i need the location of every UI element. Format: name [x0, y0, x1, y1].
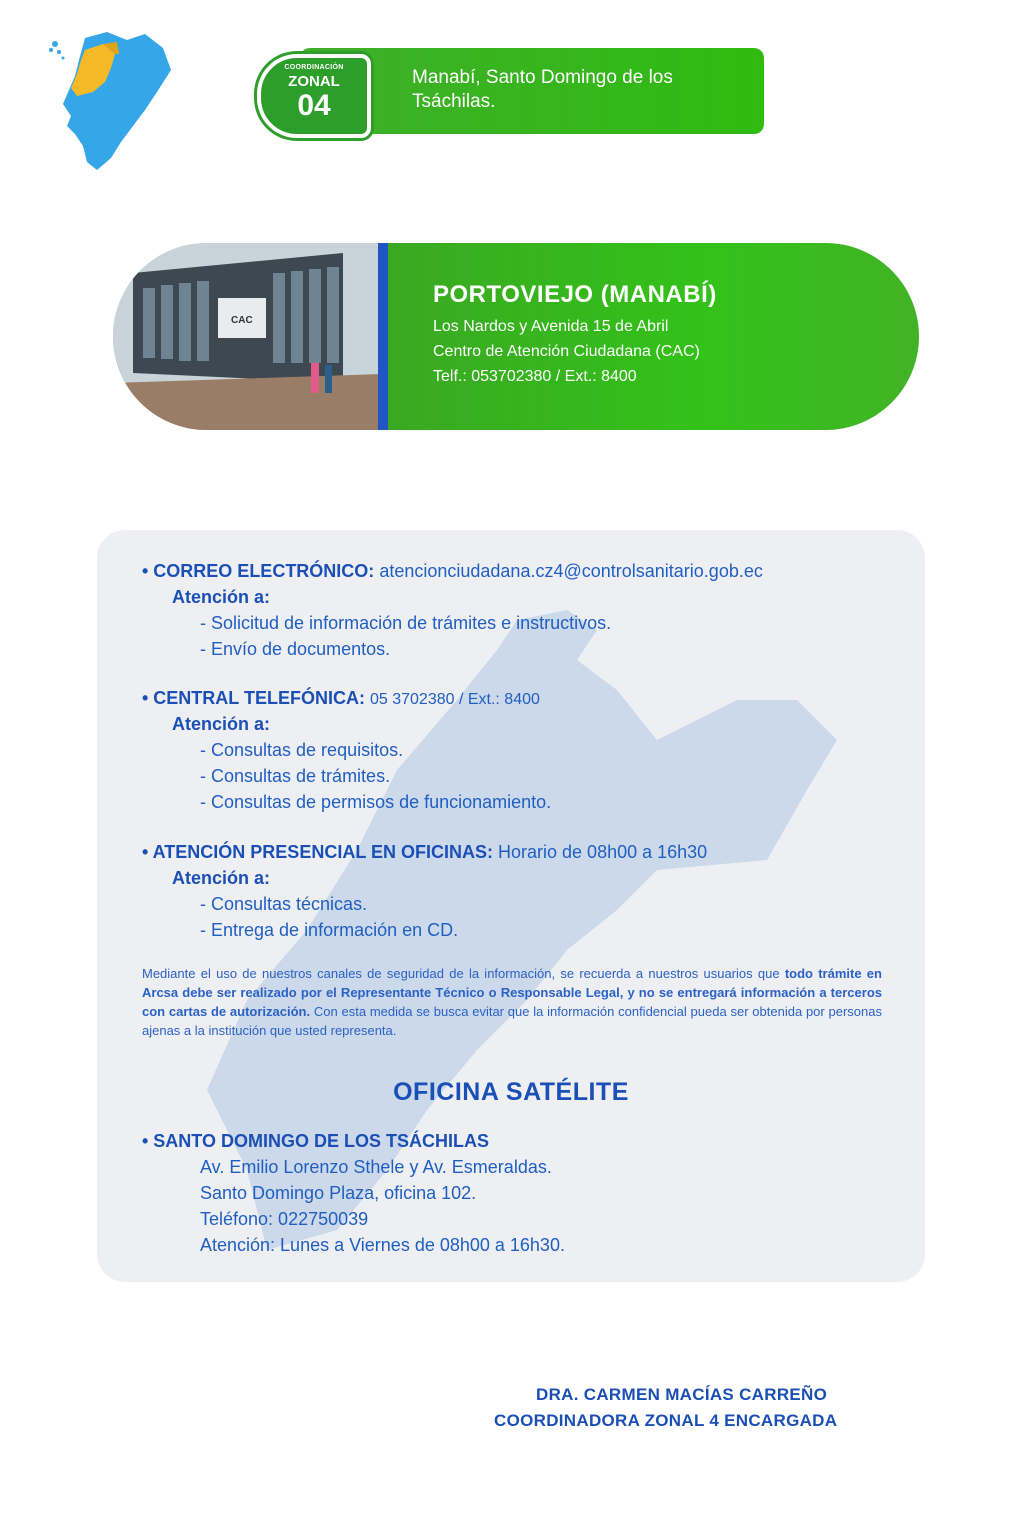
satellite-hours: Atención: Lunes a Viernes de 08h00 a 16h30. [200, 1235, 565, 1255]
ecuador-map [45, 30, 175, 175]
email-label: • CORREO ELECTRÓNICO: [142, 561, 375, 581]
email-item-2: - Envío de documentos. [200, 639, 391, 659]
note-bold: todo trámite en Arcsa debe ser realizado por el Representante Técnico o Responsable Legal, y no se entregará información a terceros con cartas de autorización. [142, 966, 882, 1019]
phone-label: • CENTRAL TELEFÓNICA: [142, 688, 365, 708]
info-panel [97, 530, 925, 1282]
phone-attention: Atención a: [172, 714, 271, 734]
photo-cac-sign: CAC [231, 315, 253, 326]
presencial-schedule: Horario de 08h00 a 16h30 [498, 842, 708, 862]
note-part-1: Mediante el uso de nuestros canales de seguridad de la información, se recuerda a nuestros usuarios que [142, 966, 785, 981]
badge-number: 04 [297, 89, 331, 122]
office-address: Los Nardos y Avenida 15 de Abril [433, 318, 669, 335]
presencial-item-1: - Consultas técnicas. [200, 894, 368, 914]
note-part-2: Con esta medida se busca evitar que la información confidencial pueda ser obtenida por personas ajenas a la institución que usted representa. [142, 1004, 882, 1038]
satellite-title: OFICINA SATÉLITE [393, 1078, 629, 1106]
region-line-2: Tsáchilas. [412, 91, 496, 112]
zonal-badge [257, 54, 371, 138]
email-item-1: - Solicitud de información de trámites e instructivos. [200, 613, 612, 633]
email-address-link[interactable]: atencionciudadana.cz4@controlsanitario.gob.ec [379, 561, 763, 581]
signature-role: COORDINADORA ZONAL 4 ENCARGADA [494, 1411, 838, 1430]
signature-name: DRA. CARMEN MACÍAS CARREÑO [536, 1385, 828, 1404]
security-note [142, 964, 882, 1040]
region-text [412, 66, 752, 114]
satellite-phone: Teléfono: 022750039 [200, 1209, 369, 1229]
email-row [142, 561, 763, 582]
office-center: Centro de Atención Ciudadana (CAC) [433, 343, 700, 360]
presencial-label: • ATENCIÓN PRESENCIAL EN OFICINAS: [142, 842, 493, 862]
satellite-location: Santo Domingo Plaza, oficina 102. [200, 1183, 477, 1203]
phone-item-1: - Consultas de requisitos. [200, 740, 404, 760]
office-title: PORTOVIEJO (MANABÍ) [433, 281, 717, 308]
phone-item-3: - Consultas de permisos de funcionamiento. [200, 792, 552, 812]
presencial-item-2: - Entrega de información en CD. [200, 920, 459, 940]
presencial-row [142, 842, 707, 863]
office-info-card [378, 243, 919, 430]
presencial-attention: Atención a: [172, 868, 271, 888]
region-line-1: Manabí, Santo Domingo de los [412, 67, 673, 88]
satellite-address: Av. Emilio Lorenzo Sthele y Av. Esmeraldas. [200, 1157, 552, 1177]
office-building-photo [113, 243, 413, 430]
satellite-name: • SANTO DOMINGO DE LOS TSÁCHILAS [142, 1131, 489, 1151]
badge-coordinacion: COORDINACIÓN [284, 64, 344, 71]
email-attention: Atención a: [172, 587, 271, 607]
office-phone: Telf.: 053702380 / Ext.: 8400 [433, 368, 637, 385]
office-card [113, 243, 909, 430]
badge-zonal: ZONAL [288, 73, 340, 90]
phone-number: 05 3702380 / Ext.: 8400 [369, 691, 540, 708]
phone-item-2: - Consultas de trámites. [200, 766, 391, 786]
phone-row [142, 688, 540, 709]
